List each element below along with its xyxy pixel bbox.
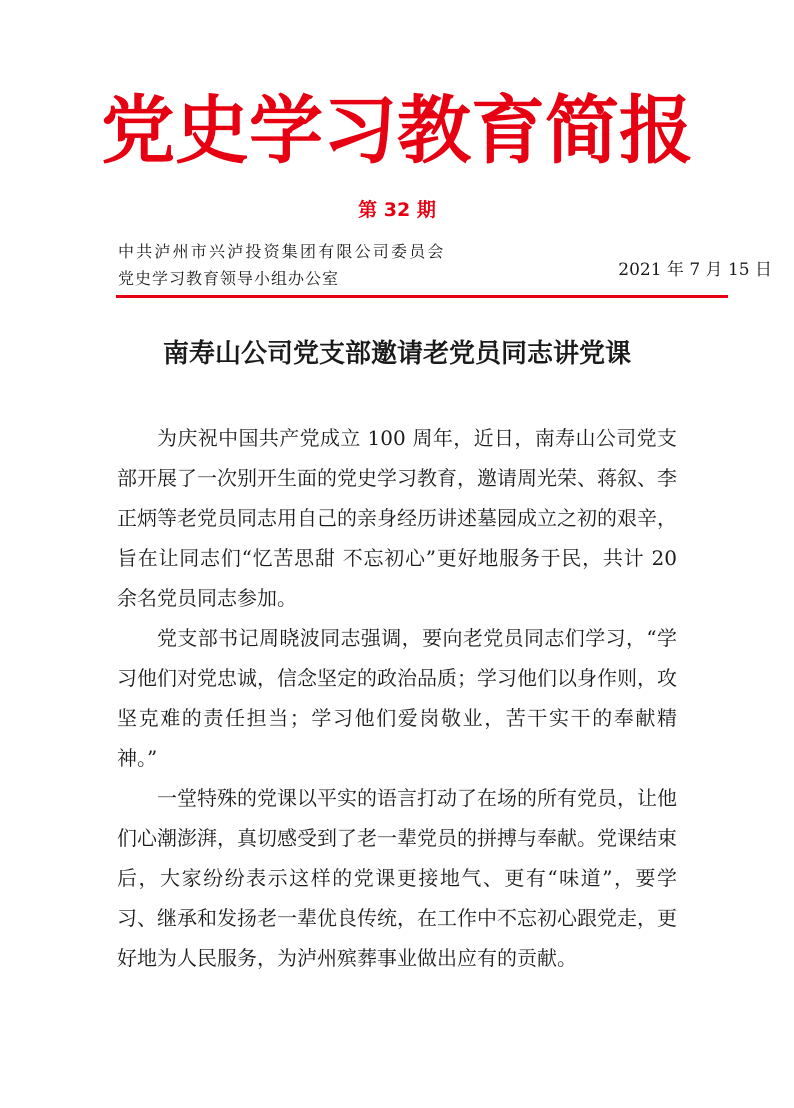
article-paragraph: 一堂特殊的党课以平实的语言打动了在场的所有党员，让他们心潮澎湃，真切感受到了老一辈党员的拼搏与奉献。党课结束后，大家纷纷表示这样的党课更接地气、更有“味道”，要学习、继承和发扬老一辈优良传统，在工作中不忘初心跟党走，更好地为人民服务，为泸州殡葬事业做出应有的贡献。: [117, 786, 677, 970]
issue-date: 2021 年 7 月 15 日: [618, 260, 772, 280]
article-body: [117, 418, 677, 978]
issue-number: 第 32 期: [358, 199, 436, 221]
bulletin-title: 党史学习教育简报: [101, 88, 693, 174]
article-paragraph: 为庆祝中国共产党成立 100 周年，近日，南寿山公司党支部开展了一次别开生面的党史学习教育，邀请周光荣、蒋叙、李正炳等老党员同志用自己的亲身经历讲述墓园成立之初的艰辛，旨在让同志们“忆苦思甜 不忘初心”更好地服务于民，共计 20 余名党员同志参加。: [117, 426, 677, 610]
issuer-committee: 中共泸州市兴泸投资集团有限公司委员会: [118, 242, 446, 261]
issuer-office: 党史学习教育领导小组办公室: [118, 269, 340, 288]
issuing-office: [118, 238, 446, 292]
article-paragraph: 党支部书记周晓波同志强调，要向老党员同志们学习，“学习他们对党忠诚，信念坚定的政治品质；学习他们以身作则，攻坚克难的责任担当；学习他们爱岗敬业，苦干实干的奉献精神。”: [117, 626, 677, 770]
masthead-divider: [116, 295, 728, 298]
article-headline: 南寿山公司党支部邀请老党员同志讲党课: [162, 339, 631, 369]
